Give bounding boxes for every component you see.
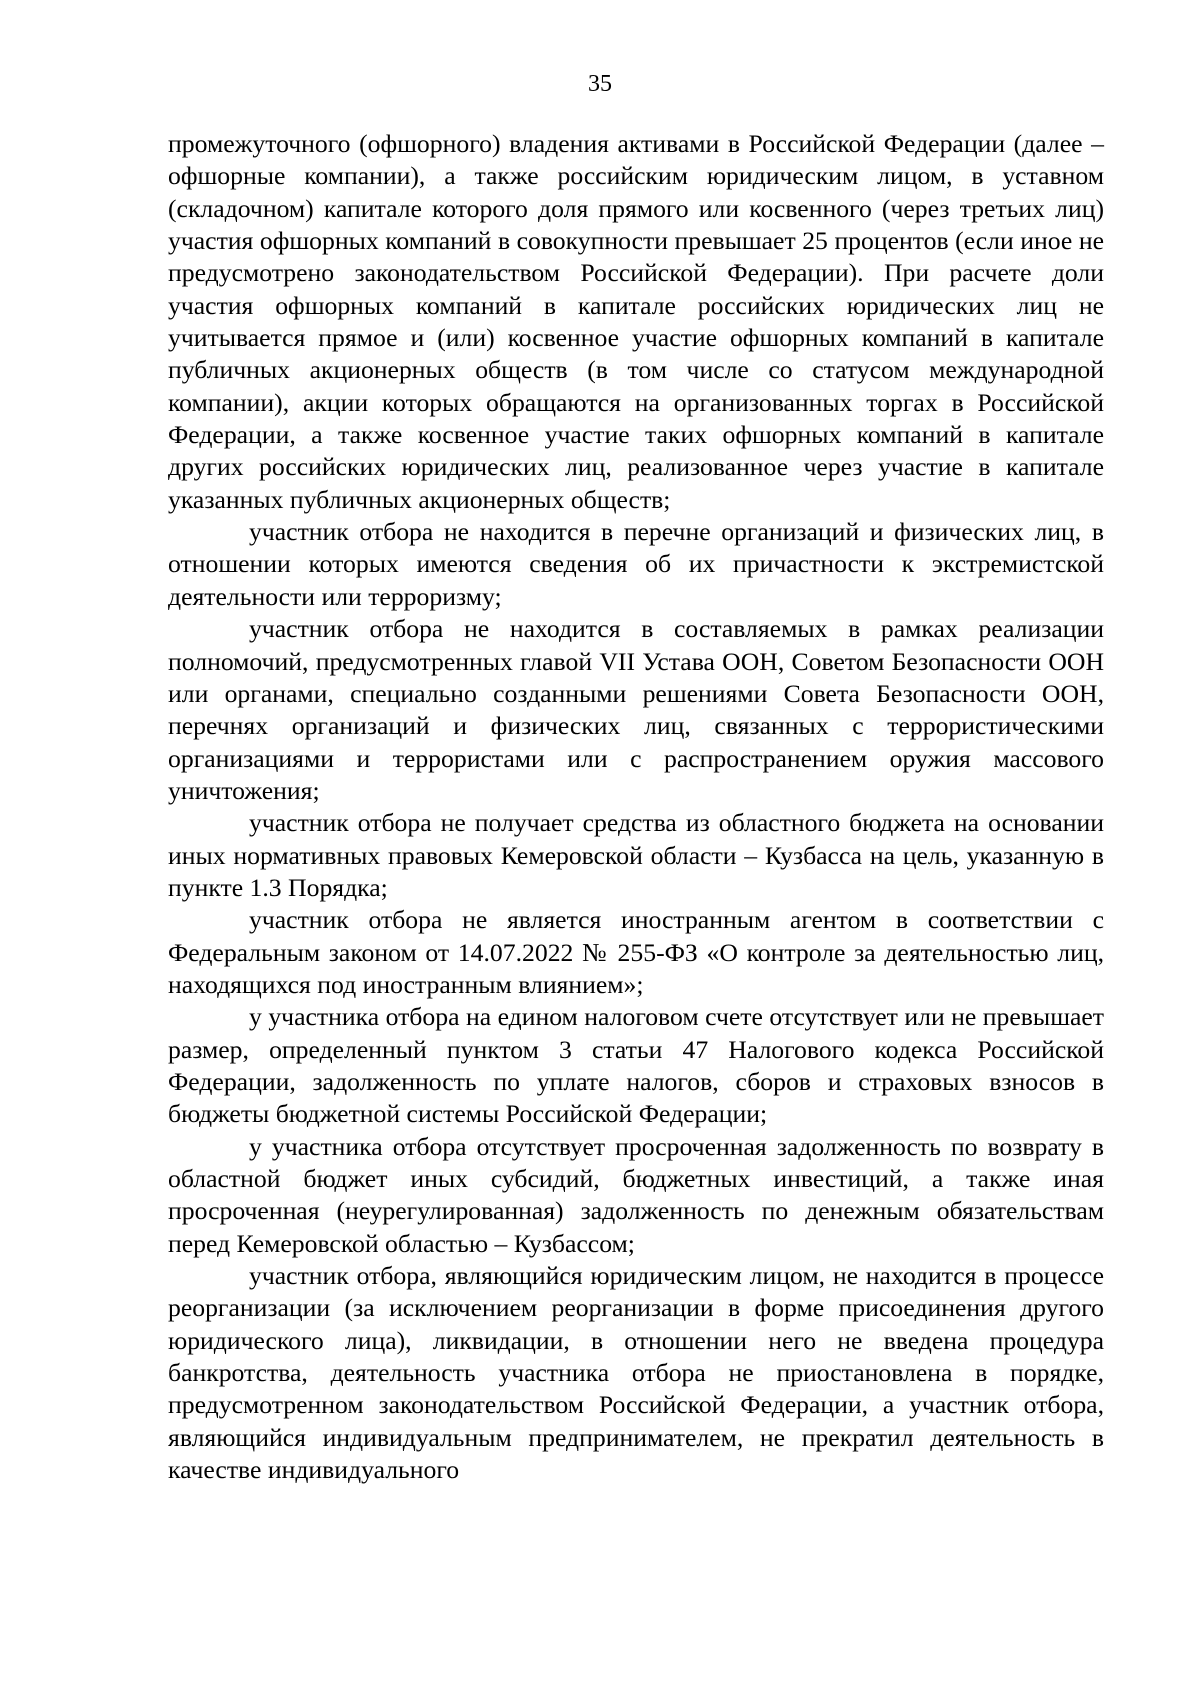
paragraph-reorganization-liquidation: участник отбора, являющийся юридическим лицом, не находится в процессе реорганизации (за исключением реорганизации в форме присоединения другого юридического лица), ликвидации, в отношении него не введена процедура банкротства, деятельность участника отбора не приостановлена в порядке, предусмотренном законодательством Российской Федерации, а участник отбора, являющийся индивидуальным предпринимателем, не прекратил деятельность в качестве индивидуального [168,1261,1104,1485]
paragraph-offshore-continuation: промежуточного (офшорного) владения активами в Российской Федерации (далее – офшорные компании), а также российским юридическим лицом, в уставном (складочном) капитале которого доля прямого или косвенного (через третьих лиц) участия офшорных компаний в совокупности превышает 25 процентов (если иное не предусмотрено законодательством Российской Федерации). При расчете доли участия офшорных компаний в капитале российских юридических лиц не учитывается прямое и (или) косвенное участие офшорных компаний в капитале публичных акционерных обществ (в том числе со статусом международной компании), акции которых обращаются на организованных торгах в Российской Федерации, а также косвенное участие таких офшорных компаний в капитале других российских юридических лиц, реализованное через участие в капитале указанных публичных акционерных обществ; [168,129,1104,514]
page-number: 35 [588,71,612,97]
paragraph-overdue-debt: у участника отбора отсутствует просроченная задолженность по возврату в областной бюджет иных субсидий, бюджетных инвестиций, а также иная просроченная (неурегулированная) задолженность по денежным обязательствам перед Кемеровской областью – Кузбассом; [168,1131,1104,1258]
document-body [168,128,1104,1486]
paragraph-un-security-council-lists: участник отбора не находится в составляемых в рамках реализации полномочий, предусмотренных главой VII Устава ООН, Советом Безопасности ООН или органами, специально созданными решениями Совета Безопасности ООН, перечнях организаций и физических лиц, связанных с террористическими организациями и террористами или с распространением оружия массового уничтожения; [168,614,1104,805]
paragraph-regional-budget-funds: участник отбора не получает средства из областного бюджета на основании иных нормативных правовых Кемеровской области – Кузбасса на цель, указанную в пункте 1.3 Порядка; [168,808,1104,902]
paragraph-tax-debt: у участника отбора на едином налоговом счете отсутствует или не превышает размер, определенный пунктом 3 статьи 47 Налогового кодекса Российской Федерации, задолженность по уплате налогов, сборов и страховых взносов в бюджеты бюджетной системы Российской Федерации; [168,1002,1104,1129]
paragraph-foreign-agent: участник отбора не является иностранным агентом в соответствии с Федеральным законом от 14.07.2022 № 255-ФЗ «О контроле за деятельностью лиц, находящихся под иностранным влиянием»; [168,905,1104,999]
paragraph-extremism-list: участник отбора не находится в перечне организаций и физических лиц, в отношении которых имеются сведения об их причастности к экстремистской деятельности или терроризму; [168,517,1104,611]
